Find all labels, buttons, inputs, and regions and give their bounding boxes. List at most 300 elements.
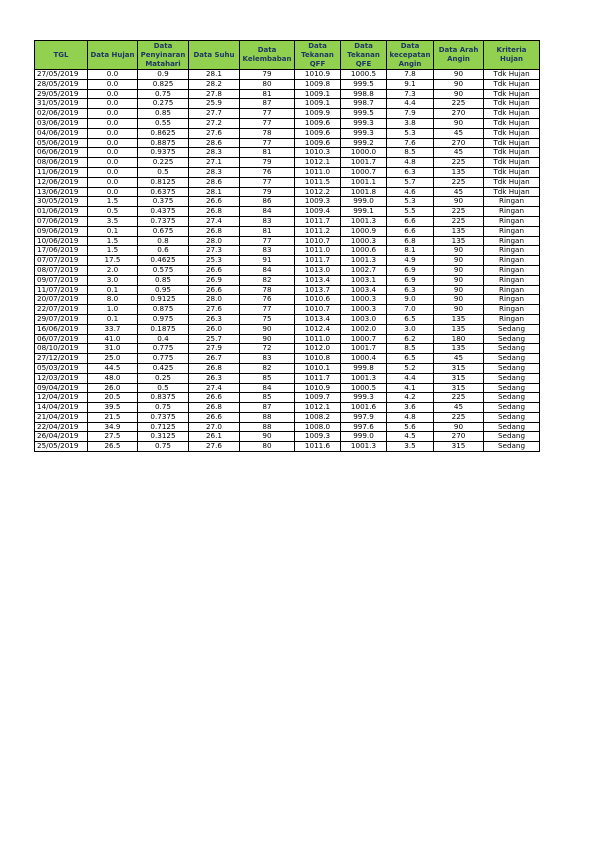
table-cell: 26.8 [189,207,240,217]
table-cell: 28.0 [189,295,240,305]
table-cell: 999.3 [341,393,387,403]
col-header-suhu: Data Suhu [189,41,240,70]
table-cell: 1009.8 [295,79,341,89]
table-cell: Tdk Hujan [484,177,540,187]
table-cell: 91 [240,256,295,266]
table-cell: 27.6 [189,305,240,315]
table-cell: 27.6 [189,442,240,452]
table-cell: 4.6 [387,187,434,197]
table-cell: 45 [434,128,484,138]
table-cell: 1008.0 [295,422,341,432]
table-cell: 3.6 [387,403,434,413]
table-cell: 1010.9 [295,70,341,80]
table-cell: 0.5 [138,167,189,177]
table-cell: 81 [240,226,295,236]
table-cell: 997.6 [341,422,387,432]
table-row [35,373,540,383]
table-cell: Tdk Hujan [484,187,540,197]
table-cell: 1011.6 [295,442,341,452]
table-cell: 27.4 [189,383,240,393]
table-cell: 1009.6 [295,138,341,148]
table-cell: 135 [434,167,484,177]
table-cell: 04/06/2019 [35,128,88,138]
table-cell: 999.5 [341,79,387,89]
table-row [35,314,540,324]
table-cell: 07/07/2019 [35,256,88,266]
table-cell: 999.3 [341,118,387,128]
table-cell: 135 [434,226,484,236]
table-row [35,226,540,236]
table-cell: 88 [240,412,295,422]
table-cell: 6.6 [387,216,434,226]
table-cell: 22/07/2019 [35,305,88,315]
table-cell: 1012.1 [295,158,341,168]
table-cell: 0.675 [138,226,189,236]
table-cell: 1011.2 [295,226,341,236]
table-cell: 0.4375 [138,207,189,217]
table-cell: 3.8 [387,118,434,128]
table-cell: 72 [240,344,295,354]
table-cell: 16/06/2019 [35,324,88,334]
table-cell: 1001.3 [341,373,387,383]
table-cell: 4.9 [387,256,434,266]
table-row [35,442,540,452]
table-cell: 4.5 [387,432,434,442]
table-cell: 27.1 [189,158,240,168]
table-cell: 1001.3 [341,256,387,266]
table-row [35,177,540,187]
table-cell: Tdk Hujan [484,148,540,158]
table-cell: 14/04/2019 [35,403,88,413]
table-cell: Tdk Hujan [484,128,540,138]
table-cell: 3.0 [88,275,138,285]
table-cell: 1013.4 [295,275,341,285]
table-cell: 1000.3 [341,295,387,305]
table-cell: Ringan [484,246,540,256]
table-cell: 0.975 [138,314,189,324]
table-cell: 26.3 [189,314,240,324]
table-cell: 90 [434,246,484,256]
table-cell: 28.1 [189,70,240,80]
table-cell: 1001.3 [341,216,387,226]
table-row [35,422,540,432]
table-cell: 27.9 [189,344,240,354]
table-row [35,285,540,295]
table-cell: 26.9 [189,275,240,285]
table-cell: 0.6375 [138,187,189,197]
table-cell: 1012.2 [295,187,341,197]
table-cell: 26.0 [88,383,138,393]
table-cell: Sedang [484,393,540,403]
table-cell: 0.0 [88,158,138,168]
table-cell: 25.0 [88,354,138,364]
table-row [35,118,540,128]
table-cell: 26/04/2019 [35,432,88,442]
table-cell: 1.5 [88,236,138,246]
table-cell: 20.5 [88,393,138,403]
table-cell: 0.75 [138,89,189,99]
table-row [35,246,540,256]
table-cell: 76 [240,295,295,305]
table-row [35,89,540,99]
table-cell: 1009.3 [295,197,341,207]
table-cell: Ringan [484,236,540,246]
table-cell: 27.6 [189,128,240,138]
table-row [35,236,540,246]
table-cell: 1011.0 [295,167,341,177]
table-cell: 08/07/2019 [35,265,88,275]
table-cell: 90 [240,324,295,334]
table-cell: 86 [240,197,295,207]
col-header-qff: Data Tekanan QFF [295,41,341,70]
table-cell: 1010.9 [295,383,341,393]
table-cell: 27.8 [189,89,240,99]
table-cell: 39.5 [88,403,138,413]
col-header-kriteria: Kriteria Hujan [484,41,540,70]
table-cell: 3.5 [88,216,138,226]
table-row [35,197,540,207]
table-cell: 25.9 [189,99,240,109]
table-cell: 998.7 [341,99,387,109]
table-cell: 26.6 [189,197,240,207]
table-cell: 5.3 [387,128,434,138]
table-cell: 03/06/2019 [35,118,88,128]
table-cell: 28.0 [189,236,240,246]
table-row [35,138,540,148]
table-cell: 0.825 [138,79,189,89]
table-cell: 84 [240,265,295,275]
table-cell: 7.6 [387,138,434,148]
table-cell: Tdk Hujan [484,99,540,109]
table-row [35,70,540,80]
table-cell: 90 [434,295,484,305]
table-cell: 26.5 [88,442,138,452]
table-cell: 06/06/2019 [35,148,88,158]
table-cell: 29/07/2019 [35,314,88,324]
table-cell: 1000.4 [341,354,387,364]
table-cell: 135 [434,236,484,246]
table-cell: 0.0 [88,89,138,99]
table-cell: 77 [240,305,295,315]
table-cell: 12/06/2019 [35,177,88,187]
table-cell: 0.7125 [138,422,189,432]
table-cell: 90 [434,422,484,432]
table-cell: 06/07/2019 [35,334,88,344]
table-cell: 999.0 [341,197,387,207]
table-cell: 1002.7 [341,265,387,275]
table-cell: 09/04/2019 [35,383,88,393]
table-cell: 26.6 [189,265,240,275]
table-cell: 0.25 [138,373,189,383]
table-cell: 0.0 [88,118,138,128]
table-cell: 0.0 [88,128,138,138]
table-cell: 90 [434,256,484,266]
table-cell: 84 [240,383,295,393]
table-cell: 9.1 [387,79,434,89]
table-body [35,70,540,452]
table-cell: 0.8875 [138,138,189,148]
table-cell: 13/06/2019 [35,187,88,197]
table-cell: 87 [240,99,295,109]
table-row [35,148,540,158]
table-row [35,432,540,442]
table-cell: 0.9375 [138,148,189,158]
table-row [35,167,540,177]
table-cell: 1.0 [88,305,138,315]
table-cell: 1009.4 [295,207,341,217]
table-cell: 83 [240,354,295,364]
table-row [35,158,540,168]
table-cell: 11/07/2019 [35,285,88,295]
table-cell: 26.6 [189,393,240,403]
table-cell: 82 [240,363,295,373]
table-cell: 4.8 [387,412,434,422]
table-cell: 6.5 [387,354,434,364]
table-cell: 5.5 [387,207,434,217]
table-cell: 1009.6 [295,118,341,128]
table-cell: 76 [240,167,295,177]
col-header-hujan: Data Hujan [88,41,138,70]
table-cell: 0.9 [138,70,189,80]
table-cell: 1003.0 [341,314,387,324]
table-cell: 1000.3 [341,305,387,315]
table-cell: 45 [434,403,484,413]
table-row [35,334,540,344]
table-cell: 1009.1 [295,99,341,109]
table-cell: 0.275 [138,99,189,109]
table-row [35,79,540,89]
table-cell: 0.775 [138,344,189,354]
table-cell: 6.6 [387,226,434,236]
table-cell: 1012.1 [295,403,341,413]
table-cell: 7.9 [387,109,434,119]
table-cell: 28.6 [189,177,240,187]
table-cell: 27.3 [189,246,240,256]
table-row [35,109,540,119]
table-cell: 28/05/2019 [35,79,88,89]
table-cell: 0.0 [88,70,138,80]
table-cell: 225 [434,393,484,403]
table-cell: 26.1 [189,432,240,442]
table-cell: 48.0 [88,373,138,383]
table-cell: Sedang [484,383,540,393]
col-header-kelembaban: Data Kelembaban [240,41,295,70]
table-cell: 84 [240,207,295,217]
table-cell: 1000.7 [341,167,387,177]
table-cell: 25/05/2019 [35,442,88,452]
table-cell: 1013.0 [295,265,341,275]
table-cell: 0.0 [88,109,138,119]
table-cell: 27.5 [88,432,138,442]
table-cell: 90 [434,118,484,128]
table-cell: 0.7375 [138,412,189,422]
table-row [35,403,540,413]
col-header-penyinaran: Data Penyinaran Matahari [138,41,189,70]
table-cell: Ringan [484,207,540,217]
table-cell: Ringan [484,314,540,324]
table-cell: 0.3125 [138,432,189,442]
table-cell: 1010.8 [295,354,341,364]
table-cell: 8.5 [387,148,434,158]
table-cell: 1000.9 [341,226,387,236]
table-cell: 0.225 [138,158,189,168]
table-cell: 21.5 [88,412,138,422]
table-cell: 3.0 [387,324,434,334]
table-row [35,128,540,138]
table-cell: Sedang [484,324,540,334]
table-cell: 4.4 [387,373,434,383]
table-cell: 999.8 [341,363,387,373]
table-cell: 315 [434,383,484,393]
table-cell: 225 [434,158,484,168]
table-cell: 26.7 [189,354,240,364]
table-cell: 82 [240,275,295,285]
table-cell: 90 [434,197,484,207]
table-cell: 0.0 [88,167,138,177]
table-cell: Tdk Hujan [484,167,540,177]
table-cell: 1011.0 [295,334,341,344]
table-cell: Ringan [484,295,540,305]
table-cell: 85 [240,373,295,383]
table-cell: 1010.1 [295,363,341,373]
table-cell: 0.5 [88,207,138,217]
table-cell: 1010.6 [295,295,341,305]
table-cell: 26.8 [189,226,240,236]
col-header-kecepatan: Data kecepatan Angin [387,41,434,70]
table-cell: 8.1 [387,246,434,256]
table-cell: 45 [434,354,484,364]
table-cell: 315 [434,442,484,452]
table-cell: 1008.2 [295,412,341,422]
table-cell: 26.8 [189,403,240,413]
table-cell: 05/03/2019 [35,363,88,373]
table-cell: 30/05/2019 [35,197,88,207]
table-cell: 1009.7 [295,393,341,403]
table-cell: 44.5 [88,363,138,373]
table-cell: 5.7 [387,177,434,187]
table-cell: 1001.1 [341,177,387,187]
table-cell: 5.2 [387,363,434,373]
table-cell: 6.2 [387,334,434,344]
table-cell: 90 [240,334,295,344]
table-cell: 1009.3 [295,432,341,442]
table-cell: 90 [434,285,484,295]
table-cell: Sedang [484,422,540,432]
table-cell: 0.0 [88,187,138,197]
table-cell: 77 [240,109,295,119]
table-cell: 34.9 [88,422,138,432]
table-row [35,295,540,305]
table-cell: 79 [240,187,295,197]
table-cell: 1000.7 [341,334,387,344]
table-cell: 28.3 [189,167,240,177]
table-cell: 999.3 [341,128,387,138]
table-cell: 31/05/2019 [35,99,88,109]
table-cell: 0.375 [138,197,189,207]
table-cell: 1012.4 [295,324,341,334]
table-cell: 270 [434,432,484,442]
table-cell: 0.9125 [138,295,189,305]
table-cell: Tdk Hujan [484,89,540,99]
table-cell: Ringan [484,285,540,295]
table-cell: 41.0 [88,334,138,344]
table-cell: 0.775 [138,354,189,364]
table-cell: 1000.5 [341,70,387,80]
table-cell: 6.5 [387,314,434,324]
weather-data-table [34,40,540,452]
table-cell: 90 [434,305,484,315]
table-cell: 998.8 [341,89,387,99]
table-cell: 8.0 [88,295,138,305]
table-row [35,393,540,403]
table-cell: 1010.7 [295,305,341,315]
table-cell: 11/06/2019 [35,167,88,177]
table-cell: 26.0 [189,324,240,334]
table-row [35,256,540,266]
table-cell: Sedang [484,373,540,383]
table-cell: 0.1875 [138,324,189,334]
col-header-tgl: TGL [35,41,88,70]
table-cell: 0.85 [138,109,189,119]
table-cell: 7.3 [387,89,434,99]
table-cell: 75 [240,314,295,324]
table-cell: 0.5 [138,383,189,393]
table-cell: Ringan [484,226,540,236]
table-cell: 1009.6 [295,128,341,138]
table-cell: 0.8625 [138,128,189,138]
table-cell: 77 [240,118,295,128]
table-cell: 0.875 [138,305,189,315]
table-cell: 225 [434,99,484,109]
table-cell: 26.8 [189,363,240,373]
table-cell: 22/04/2019 [35,422,88,432]
table-cell: 45 [434,187,484,197]
table-cell: 0.0 [88,138,138,148]
table-cell: 225 [434,177,484,187]
table-cell: 25.7 [189,334,240,344]
table-cell: 83 [240,216,295,226]
table-cell: 27.2 [189,118,240,128]
table-cell: 1012.0 [295,344,341,354]
table-cell: 08/10/2019 [35,344,88,354]
table-cell: 87 [240,403,295,413]
table-cell: 90 [434,79,484,89]
table-cell: 90 [434,265,484,275]
table-cell: 1001.8 [341,187,387,197]
table-cell: 26.6 [189,412,240,422]
table-cell: 1000.6 [341,246,387,256]
table-cell: Tdk Hujan [484,70,540,80]
table-cell: 5.3 [387,197,434,207]
table-cell: 20/07/2019 [35,295,88,305]
table-cell: 0.7375 [138,216,189,226]
table-cell: 1013.4 [295,314,341,324]
table-cell: 05/06/2019 [35,138,88,148]
table-cell: 28.6 [189,138,240,148]
table-cell: 0.4625 [138,256,189,266]
table-cell: 8.5 [387,344,434,354]
table-cell: 0.1 [88,226,138,236]
table-cell: Tdk Hujan [484,138,540,148]
table-cell: Sedang [484,344,540,354]
table-cell: 4.8 [387,158,434,168]
table-cell: 1.5 [88,246,138,256]
table-cell: 78 [240,285,295,295]
table-cell: 6.8 [387,236,434,246]
table-cell: 17/06/2019 [35,246,88,256]
table-cell: 225 [434,216,484,226]
table-cell: 81 [240,89,295,99]
